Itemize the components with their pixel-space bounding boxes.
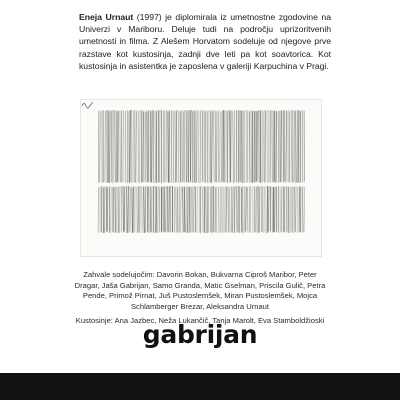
artist-bio — [79, 11, 331, 72]
gabrijan-logo: gabrijan — [142, 320, 258, 349]
artwork-image — [80, 99, 322, 257]
credits-curators: Kustosinje: Ana Jazbec, Neža Lukančič, Tanja Marolt, Eva Stamboldžioski — [75, 316, 325, 326]
credits — [70, 270, 330, 327]
credits-thanks: Zahvale sodelujočim: Davorin Bokan, Bukvarna Ciproš Maribor, Peter Dragar, Jaša Gabrijan, Samo Granda, Matic Gselman, Priscila Gulič, Petra Pende, Primož Pirnat, Juš Pustoslemšek, Miran Pustoslemšek, Mojca Schlamberger Brezar, Aleksandra Urnaut — [74, 270, 326, 311]
artist-bio-text: (1997) je diplomirala iz umetnostne zgodovine na Univerzi v Mariboru. Deluje tudi na področju uprizoritvenih umetnosti in filma. Z Alešem Horvatom sodeluje od njegove prve razstave kot kustosinja, zadnji dve leti pa kot soavtorica. Kot kustosinja in asistentka je zaposlena v galeriji Karpuchina v Pragi. — [79, 12, 331, 71]
artist-signature — [81, 100, 95, 109]
artist-name: Eneja Urnaut — [79, 12, 134, 22]
artwork-stripes — [81, 100, 321, 256]
bottom-bar — [0, 373, 400, 400]
